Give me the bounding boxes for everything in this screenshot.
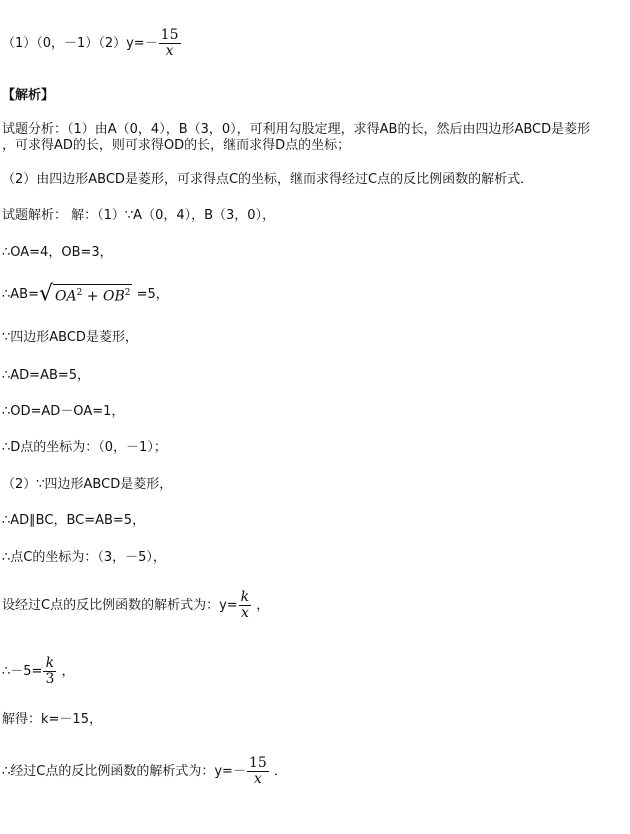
analysis-line-3: （2）由四边形ABCD是菱形，可求得点C的坐标，继而求得经过C点的反比例函数的解析式．	[2, 172, 534, 187]
step12-prefix: ∴－5=	[2, 664, 43, 679]
step11-suffix: ，	[252, 598, 270, 613]
plus-sign: +	[82, 288, 103, 305]
square-root	[38, 281, 133, 307]
section-header: 【解析】	[2, 88, 55, 103]
solution-step-6: ∴OD=AD－OA=1，	[2, 404, 125, 419]
step12-fraction	[43, 656, 56, 687]
solution-step-12	[2, 656, 75, 687]
step3-suffix: =5，	[132, 286, 169, 302]
radicand-term-ob: OB	[102, 288, 125, 305]
radical-sign: √	[38, 281, 54, 307]
step14-fraction	[247, 756, 269, 787]
solution-step-5: ∴AD=AB=5，	[2, 368, 91, 383]
solution-step-10: ∴点C的坐标为：（3，－5），	[2, 550, 166, 565]
solution-step-7: ∴D点的坐标为：（0，－1）；	[2, 440, 167, 455]
solution-step-3	[2, 281, 169, 307]
analysis-line-2: ，可求得AD的长，则可求得OD的长，继而求得D点的坐标；	[2, 138, 351, 153]
answer-prefix: （1）（0，－1）（2）y=－	[2, 36, 158, 51]
step14-prefix: ∴经过C点的反比例函数的解析式为：y=－	[2, 764, 246, 779]
step12-suffix: ，	[57, 664, 75, 679]
step3-prefix: ∴AB=	[2, 286, 39, 302]
solution-step-8: （2）∵四边形ABCD是菱形，	[2, 477, 173, 492]
fraction-numerator: 15	[160, 27, 179, 43]
fraction-denominator: x	[240, 605, 249, 621]
step14-suffix: ．	[269, 764, 287, 779]
solution-step-14	[2, 756, 287, 787]
solution-step-2: ∴OA=4，OB=3，	[2, 245, 113, 260]
solution-step-1: 试题解析： 解：（1）∵A（0，4），B（3，0），	[2, 208, 276, 223]
exponent: 2	[124, 288, 131, 298]
fraction-denominator: 3	[45, 671, 55, 687]
analysis-line-1: 试题分析：（1）由A（0，4），B（3，0），可利用勾股定理，求得AB的长，然后由四边形ABCD是菱形	[2, 122, 591, 137]
answer-fraction	[159, 28, 181, 59]
step11-prefix: 设经过C点的反比例函数的解析式为：y=	[2, 598, 238, 613]
solution-step-13: 解得：k=－15，	[2, 712, 102, 727]
solution-step-4: ∵四边形ABCD是菱形，	[2, 330, 138, 345]
solution-step-11	[2, 590, 269, 621]
radicand	[53, 284, 132, 305]
step11-fraction	[239, 590, 251, 621]
solution-step-9: ∴AD∥BC，BC=AB=5，	[2, 513, 146, 528]
radicand-term-oa: OA	[55, 288, 77, 305]
fraction-numerator: k	[43, 656, 56, 672]
fraction-numerator: k	[240, 589, 250, 605]
fraction-denominator: x	[165, 43, 174, 59]
fraction-denominator: x	[253, 771, 262, 787]
fraction-numerator: 15	[248, 755, 267, 771]
exponent: 2	[76, 288, 83, 298]
answer-line	[2, 28, 182, 59]
